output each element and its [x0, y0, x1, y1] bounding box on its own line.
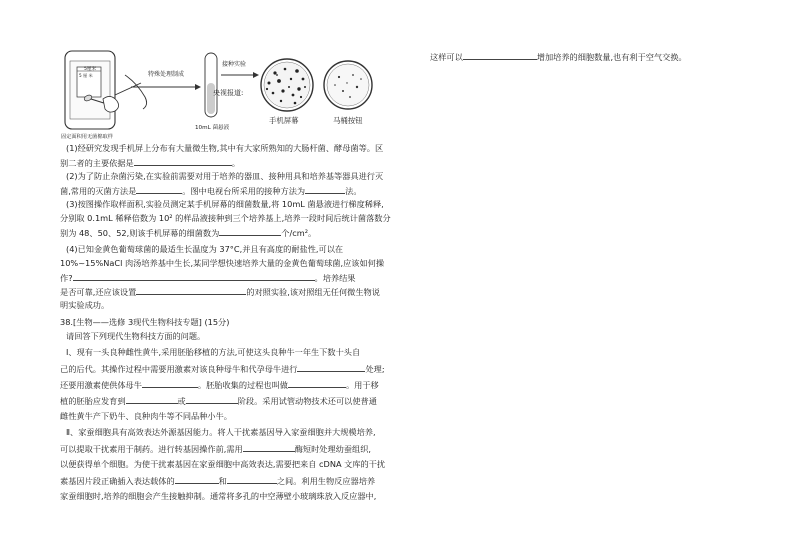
q38-intro: 请回答下列现代生物科技方面的问题。 — [66, 331, 206, 341]
p2-answer-blank-2[interactable] — [175, 474, 219, 484]
p1-answer-blank-2[interactable] — [142, 378, 198, 388]
q4-line-3: 作? 。培养结果 — [60, 273, 356, 283]
dish-phone-screen — [261, 59, 313, 111]
p1-line-1: Ⅰ、现有一头良种雌性黄牛,采用胚胎移植的方法,可使这头良种牛一年生下数十头自 — [66, 347, 361, 357]
q38-title: 38.[生物——选修 3现代生物科技专题] (15分) — [60, 317, 230, 327]
arrow1-label: 特殊处理制成 — [148, 71, 185, 78]
p2-line-3: 以便获得单个细胞。为使干扰素基因在家蚕细胞中高效表达,需要把来自 cDNA 文库的干扰 — [60, 459, 386, 469]
q4-answer-blank-2[interactable] — [136, 285, 246, 295]
right-line-1: 这样可以 增加培养的细胞数量,也有利于空气交换。 — [430, 52, 687, 62]
q3-line-3: 别为 48、50、52,则该手机屏幕的细菌数为 个/cm²。 — [60, 228, 317, 238]
q3-answer-blank[interactable] — [219, 226, 281, 236]
q2-line-1: (2)为了防止杂菌污染,在实验前需要对用于培养的器皿、接种用具和培养基等器具进行灭 — [66, 171, 384, 181]
p1-answer-blank-1[interactable] — [297, 362, 365, 372]
q4-line-2: 10%~15%NaCl 肉汤培养基中生长,某同学想快速培养大量的金黄色葡萄球菌,应该如何操 — [60, 258, 385, 268]
arrow2-label: 接种实验 — [222, 61, 247, 68]
q3-line-2: 分别取 0.1mL 稀释倍数为 10² 的样品液接种到三个培养基上,培养一段时间后统计菌落数分 — [60, 213, 391, 223]
phone-side-label: 5 厘 米 — [79, 73, 93, 78]
q1-line-2: 别二者的主要依据是 。 — [60, 158, 240, 168]
p1-line-5: 雌性黄牛产下奶牛、良种肉牛等不同品种小牛。 — [60, 411, 232, 421]
q4-line-5: 明实验成功。 — [60, 300, 110, 310]
q1-answer-blank[interactable] — [134, 156, 232, 166]
dish1-label: 手机屏幕 — [269, 116, 299, 125]
q3-line-1: (3)按图操作取样面积,实验员测定某手机屏幕的细菌数量,将 10mL 菌悬液进行梯度稀释, — [66, 199, 384, 209]
phone-illustration — [65, 51, 115, 129]
test-tube — [205, 53, 217, 117]
broadcast-label: 央视报道: — [213, 89, 244, 97]
p1-answer-blank-3[interactable] — [288, 378, 346, 388]
p1-line-4: 植的胚胎应发育到 或 阶段。采用试管动物技术还可以使普通 — [60, 396, 377, 406]
p2-line-5: 家蚕细胞时,培养的细胞会产生接触抑制。通常将多孔的中空薄壁小玻璃珠放入反应器中, — [60, 491, 377, 501]
p2-answer-blank-3[interactable] — [227, 474, 277, 484]
q4-answer-blank-1[interactable] — [73, 271, 315, 281]
p2-line-4: 素基因片段正确插入表达载体的 和 之间。利用生物反应器培养 — [60, 476, 376, 486]
q4-line-1: (4)已知金黄色葡萄球菌的最适生长温度为 37°C,并且有高度的耐盐性,可以在 — [66, 244, 344, 254]
p1-answer-blank-5[interactable] — [186, 394, 238, 404]
q4-line-4: 是否可靠,还应该设置 的对照实验,该对照组无任何微生物说 — [60, 287, 380, 297]
p1-line-3: 还要用激素使供体母牛 。胚胎收集的过程也叫做 。用于移 — [60, 380, 379, 390]
q2-line-2: 菌,常用的灭菌方法是 。图中电视台所采用的接种方法为 法。 — [60, 186, 362, 196]
figure-caption: 固定面积用无菌棉取样 — [61, 134, 113, 140]
phone-area-label: 5厘米 — [84, 67, 97, 72]
q1-line-1: (1)经研究发现手机屏上分布有大量微生物,其中有大家所熟知的大肠杆菌、酵母菌等。区 — [66, 143, 384, 153]
p2-answer-blank-1[interactable] — [243, 442, 295, 452]
p1-answer-blank-4[interactable] — [126, 394, 178, 404]
p1-line-2: 己的后代。其操作过程中需要用激素对该良种母牛和代孕母牛进行 处理; — [60, 364, 385, 374]
p2-line-1: Ⅱ、家蚕细胞具有高效表达外源基因能力。将人干扰素基因导入家蚕细胞并大规模培养, — [66, 427, 376, 437]
right-answer-blank[interactable] — [463, 50, 537, 60]
dish2-label: 马桶按钮 — [333, 116, 363, 125]
q2-answer-blank-1[interactable] — [136, 184, 182, 194]
q2-answer-blank-2[interactable] — [305, 184, 345, 194]
p2-line-2: 可以提取干扰素用于制药。进行转基因操作前,需用 酶短时处理幼蚕组织, — [60, 444, 372, 454]
tube-label: 10mL 菌悬液 — [195, 125, 230, 131]
dish-toilet-button — [324, 61, 372, 109]
